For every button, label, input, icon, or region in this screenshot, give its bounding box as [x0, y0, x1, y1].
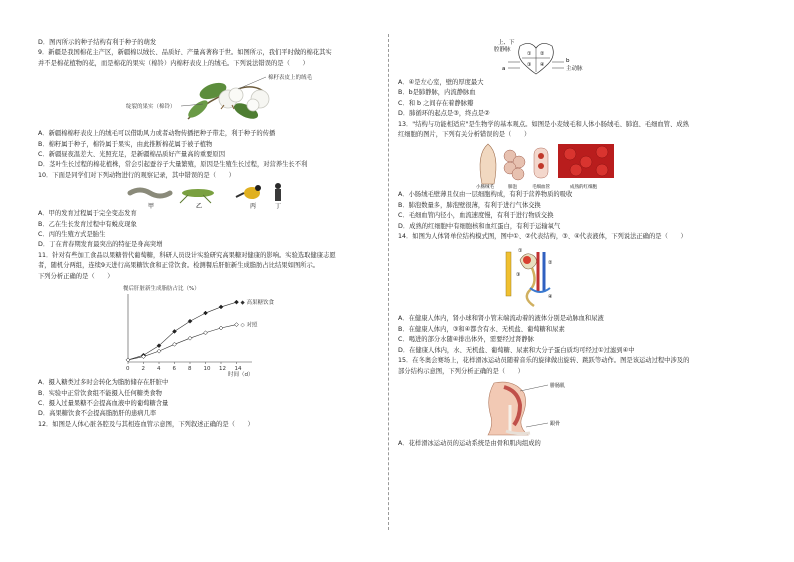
- left-column: [38, 38, 378, 430]
- alveoli-image: [504, 150, 525, 180]
- q11-option-b: B．实验中正常饮食组不能摄入任何糖类食物: [38, 389, 162, 397]
- cotton-branch: [186, 80, 269, 122]
- q11-option-a: A．摄入糖类过多时会转化为脂肪储存在肝脏中: [38, 379, 169, 387]
- q10-option-b: B．乙在生长发育过程中有蜕皮现象: [38, 220, 137, 228]
- heart-outline: [508, 43, 564, 74]
- capillary-image: [534, 148, 548, 178]
- q13-option-b: B．肺泡数量多，肺泡壁很薄，有利于进行气体交换: [398, 201, 541, 209]
- nephron-drawing: [506, 252, 550, 306]
- chart-ticks: [126, 362, 242, 372]
- q8-option-d: D．图丙所示的种子结构有利于种子的萌发: [38, 39, 157, 46]
- right-column: [398, 38, 758, 449]
- series-point-1: [204, 331, 208, 335]
- heart-num-1: ①: [527, 51, 532, 57]
- grasshopper-image: [180, 189, 214, 203]
- animals-illustration: [38, 181, 378, 209]
- q14-stem: 14．如图为人体肾单位结构模式图，图中①、②代表结构，③、④代表液体，下列说法正确的是（ ）: [398, 233, 687, 241]
- heart-num-3: ③: [527, 62, 532, 68]
- q11-stem-line3: 下列分析正确的是（ ）: [38, 272, 114, 280]
- fig-label-villus: 小肠绒毛: [476, 185, 494, 191]
- nephron-figure: [398, 242, 758, 314]
- silkworm-image: [130, 190, 170, 196]
- q13-option-a: A．小肠绒毛壁薄且仅由一层细胞构成，有利于营养物质的吸收: [398, 191, 573, 199]
- leg-figure: [398, 377, 758, 439]
- nephron-num-4: ④: [548, 294, 553, 301]
- animal-label-bing: 丙: [250, 203, 257, 210]
- series-point-1: [235, 323, 239, 327]
- q12-stem: 12．如图是人体心脏各腔及与其相连血管示意图，下列叙述正确的是（ ）: [38, 420, 254, 428]
- x-tick-label: 0: [126, 366, 130, 373]
- bird-image: [236, 185, 261, 199]
- heart-label-vena2: 腔静脉: [494, 47, 511, 53]
- q15-stem-line1: 15．在冬奥会赛场上，花样滑冰运动员随着音乐的旋律做出旋转、跳跃等动作。图是该运动过程中涉及的: [398, 357, 690, 365]
- q10-option-c: C．丙的生殖方式是胎生: [38, 231, 106, 239]
- fig-label-rbc: 成熟的红细胞: [570, 185, 597, 191]
- structure-figure: [398, 140, 758, 190]
- q11-option-c: C．摄入过量果糖不会提高血液中的葡萄糖含量: [38, 399, 169, 407]
- x-tick-label: 10: [203, 366, 211, 373]
- q10-option-d: D．丁在青春期发育最突出的特征是身高突增: [38, 241, 163, 249]
- x-tick-label: 12: [219, 366, 226, 373]
- chart-title: 餐后肝脏新生成脂肪占比（%）: [123, 286, 200, 293]
- series-point-0: [188, 319, 192, 323]
- series-label-1: ◇ 对照: [240, 322, 258, 329]
- x-tick-label: 6: [172, 366, 176, 373]
- red-blood-cells-image: [558, 144, 614, 178]
- series-point-1: [188, 336, 192, 340]
- heart-diagram: [398, 38, 758, 78]
- q13-option-c: C．毛细血管内径小，血流速度慢，有利于进行物质交换: [398, 212, 554, 220]
- q11-stem-line2: 者，随机分两组，连续9天进行高果糖饮食和正常饮食。检测餐后肝脏新生成脂肪占比结果如图所示。: [38, 262, 320, 270]
- fat-ratio-line-chart: [38, 282, 378, 378]
- structure-illustrations: [398, 140, 758, 190]
- heart-label-a: a: [502, 66, 506, 72]
- nephron-diagram: [398, 242, 758, 314]
- animal-label-ding: 丁: [275, 203, 282, 210]
- chart-series: [126, 298, 274, 362]
- series-point-0: [235, 300, 239, 304]
- cotton-illustration: [38, 69, 378, 129]
- q15-stem-line2: 部分结构示意图，下列分析正确的是（ ）: [398, 367, 524, 375]
- q9-stem-line2: 并不是棉花植物的花，而是棉花的果实（棉铃）内棉籽表皮上的绒毛。下列说法错误的是（ ）: [38, 59, 309, 67]
- heart-label-b: b: [566, 58, 570, 64]
- q11-stem-line1: 11．针对有些加工食品以果糖替代葡萄糖，科研人员设计实验研究高果糖对健康的影响。实验选取健康志愿: [38, 251, 336, 259]
- fig-label-alveoli: 肺泡: [508, 185, 517, 191]
- animal-label-jia: 甲: [148, 203, 155, 210]
- q14-option-d: D．在健康人体内，水、无机盐、葡萄糖、尿素和大分子蛋白质均可经过①过滤到④中: [398, 346, 635, 354]
- q12-option-b: B．b是肺静脉，内流静脉血: [398, 89, 476, 97]
- x-tick-label: 2: [141, 366, 145, 373]
- x-tick-label: 14: [234, 366, 242, 373]
- heart-num-2: ②: [540, 51, 545, 57]
- animal-label-yi: 乙: [196, 203, 203, 210]
- q12-option-a: A．④是左心室，壁的厚度最大: [398, 79, 484, 86]
- fat-chart-figure: [38, 282, 378, 378]
- q11-option-d: D．高果糖饮食不会提高脂肪肝的患病几率: [38, 410, 157, 418]
- q14-option-c: C．喝进的部分水随④排出体外，需要经过肾静脉: [398, 336, 534, 344]
- cotton-label-fiber: 棉籽表皮上的绒毛: [268, 75, 313, 82]
- series-point-1: [219, 326, 223, 330]
- fig-label-capillary: 毛细血管: [532, 185, 550, 191]
- x-tick-label: 4: [157, 366, 161, 373]
- q14-option-a: A．在健康人体内，肾小球和肾小管末端流动着的液体分别是动脉血和尿液: [398, 315, 604, 323]
- heart-label-aorta: 主动脉: [566, 66, 583, 72]
- label-calf-muscle: 腓肠肌: [550, 382, 566, 389]
- nephron-num-3: ③: [516, 272, 521, 279]
- q10-stem: 10．下面是同学们对下列动物进行的观察记录，其中错误的是（ ）: [38, 171, 235, 179]
- series-label-0: ◆ 高果糖饮食: [240, 300, 274, 307]
- q14-option-b: B．在健康人体内，③和④都含有水、无机盐、葡萄糖和尿素: [398, 325, 565, 333]
- nephron-num-1: ①: [518, 248, 523, 255]
- villus-image: [480, 144, 496, 184]
- chart-x-label: 时间（d）: [228, 372, 254, 379]
- cotton-label-boll: 绽裂的果实（棉铃）: [126, 104, 176, 111]
- q9-option-d: D．茎叶生长过程的棉花植株，常会引起蚕谷子大量繁殖，原因是生殖生长过程，对营养生长不利: [38, 161, 308, 169]
- label-heel-bone: 跟骨: [550, 420, 561, 427]
- heart-figure: [398, 38, 758, 78]
- q9-stem-line1: 9．新疆是我国棉花主产区，新疆棉以绒长、品质好、产量高著称于世。如图所示，我们平时做的棉花其实: [38, 49, 332, 57]
- series-point-0: [219, 305, 223, 309]
- column-divider: [388, 34, 389, 530]
- q13-stem-line2: 红细胞的图片，下列有关分析错误的是（ ）: [398, 131, 531, 139]
- q12-option-d: D．肺循环的起点是③，终点是②: [398, 110, 490, 118]
- q9-option-b: B．棉籽属于种子，棉铃属于果实，由此推断棉花属于被子植物: [38, 140, 213, 148]
- human-image: [275, 183, 281, 201]
- q13-stem-line1: 13．"结构与功能相适应"是生物学的基本观点。如图是小麦绒毛和人体小肠绒毛、肺泡、毛细血管、成熟: [398, 120, 689, 128]
- series-point-1: [157, 349, 161, 353]
- q12-option-c: C．和 b 之间存在着静脉瓣: [398, 99, 474, 107]
- series-point-0: [204, 311, 208, 315]
- nephron-num-2: ②: [548, 260, 553, 267]
- series-point-1: [173, 342, 177, 346]
- cotton-figure: [38, 69, 378, 129]
- x-tick-label: 8: [188, 366, 192, 373]
- q13-option-d: D．成熟的红细胞中有细胞核和血红蛋白，有利于运输氧气: [398, 222, 561, 230]
- q9-option-a: A．新疆棉棉籽表皮上的绒毛可以借助风力或者动物传播把种子带走，利于种子的传播: [38, 130, 276, 138]
- animals-figure: [38, 181, 378, 209]
- heart-num-4: ④: [540, 62, 545, 68]
- series-point-1: [126, 358, 130, 362]
- q15-option-a: A．花样滑冰运动员的运动系统是由骨和肌肉组成的: [398, 439, 541, 447]
- series-line-0: [128, 302, 237, 360]
- leg-muscle-diagram: [398, 377, 758, 439]
- heart-label-vena: 上、下: [498, 40, 515, 46]
- q9-option-c: C．新疆昼夜温差大、光照充足，是新疆棉品质好产量高的重要原因: [38, 151, 226, 159]
- q10-option-a: A．甲的发育过程属于完全变态发育: [38, 210, 137, 218]
